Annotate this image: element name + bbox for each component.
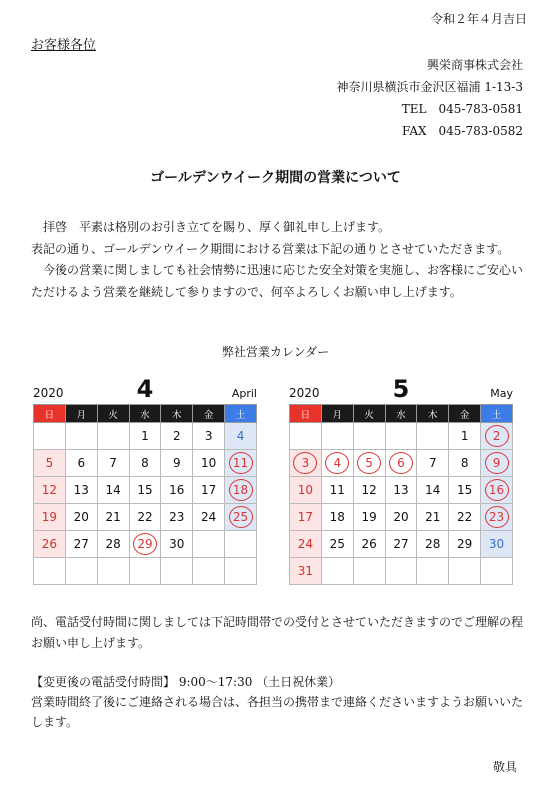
calendar-day [129,558,161,585]
phone-hours [31,672,527,732]
calendar-day: 11 [225,450,257,477]
calendar-day: 26 [353,531,385,558]
calendar-day: 6 [385,450,417,477]
note-text: 尚、電話受付時間に関しましては下記時間帯での受付とさせていただきますのでご理解の程お願い申し上げます。 [31,615,524,650]
body-paragraph-3: 今後の営業に関しましても社会情勢に迅速に応じた安全対策を実施し、お客様にご安心いただけるよう営業を継続して参りますので、何卒よろしくお願い申し上げます。 [31,263,524,299]
calendar-day: 30 [161,531,193,558]
calendar-day [385,423,417,450]
calendar-week [290,423,513,450]
calendar-week [34,450,257,477]
calendar-day: 25 [321,531,353,558]
calendar-day: 19 [353,504,385,531]
recipient: お客様各位 [31,38,97,53]
calendar-day: 26 [34,531,66,558]
calendar-day [97,558,129,585]
calendar-day: 10 [290,477,322,504]
calendar-day: 13 [65,477,97,504]
calendar-day: 17 [193,477,225,504]
calendar-day: 2 [161,423,193,450]
body-paragraph-1: 拝啓 平素は格別のお引き立てを賜り、厚く御礼申し上げます。 [31,220,391,234]
calendar-day: 24 [193,504,225,531]
calendar-day: 8 [129,450,161,477]
calendar-week [34,477,257,504]
calendar-day [193,558,225,585]
calendar-day: 9 [161,450,193,477]
weekday-header: 水 [129,405,161,423]
weekday-header: 金 [449,405,481,423]
calendar-title: 弊社営業カレンダー [221,345,330,359]
calendar-week [34,504,257,531]
calendar-day [353,558,385,585]
calendar-day: 3 [290,450,322,477]
calendar-day: 18 [321,504,353,531]
calendar-day [225,531,257,558]
calendar-day: 12 [353,477,385,504]
calendar-day [65,423,97,450]
calendar-day [481,558,513,585]
calendar-day [417,423,449,450]
calendar-grid [289,404,513,585]
weekday-header: 月 [321,405,353,423]
calendar-may [289,372,513,585]
calendar-day: 21 [97,504,129,531]
calendar-day [321,423,353,450]
weekday-header: 木 [161,405,193,423]
calendar-day: 28 [417,531,449,558]
document-date: 令和２年４月吉日 [430,12,527,26]
calendar-day: 22 [449,504,481,531]
calendar-day: 20 [385,504,417,531]
calendar-day: 23 [481,504,513,531]
weekday-header: 金 [193,405,225,423]
weekday-header: 土 [481,405,513,423]
calendar-day: 29 [129,531,161,558]
calendar-day [34,558,66,585]
calendar-day: 2 [481,423,513,450]
calendar-week [290,450,513,477]
calendar-day [353,423,385,450]
calendar-month-en: May [490,387,513,400]
sender-tel: TEL 045-783-0581 [401,102,523,116]
sender-fax: FAX 045-783-0582 [402,124,523,138]
calendar-day: 15 [129,477,161,504]
body-paragraph-2: 表記の通り、ゴールデンウイーク期間における営業は下記の通りとさせていただきます。 [31,241,510,256]
calendar-day: 22 [129,504,161,531]
calendar-day: 30 [481,531,513,558]
document-title: ゴールデンウイーク期間の営業について [150,170,401,186]
calendar-day [385,558,417,585]
calendar-day: 1 [449,423,481,450]
weekday-header: 火 [97,405,129,423]
sender-address: 神奈川県横浜市金沢区福浦 1-13-3 [336,80,523,94]
calendar-year: 2020 [33,386,64,400]
calendar-week [290,504,513,531]
calendar-day: 9 [481,450,513,477]
calendar-month: 4 [136,375,154,403]
calendar-day: 5 [34,450,66,477]
sender-block [337,54,523,142]
body-text [31,217,531,303]
calendar-day: 29 [449,531,481,558]
calendar-day: 3 [193,423,225,450]
calendar-day [193,531,225,558]
calendar-day: 19 [34,504,66,531]
calendar-day [225,558,257,585]
phone-hours-heading: 【変更後の電話受付時間】 9:00～17:30 （土日祝休業） [31,675,341,689]
calendar-day [417,558,449,585]
calendar-day: 6 [65,450,97,477]
calendar-day: 7 [97,450,129,477]
weekday-header: 日 [34,405,66,423]
calendar-day: 12 [34,477,66,504]
closing: 敬具 [492,760,517,774]
calendar-day: 23 [161,504,193,531]
calendar-day [290,423,322,450]
calendar-day [321,558,353,585]
sender-company: 興栄商事株式会社 [426,58,523,72]
calendar-day: 7 [417,450,449,477]
weekday-header: 日 [290,405,322,423]
weekday-header: 木 [417,405,449,423]
calendar-day: 13 [385,477,417,504]
calendar-day: 21 [417,504,449,531]
calendar-week [290,558,513,585]
calendar-day: 5 [353,450,385,477]
calendar-day: 20 [65,504,97,531]
calendar-day: 25 [225,504,257,531]
calendar-week [34,531,257,558]
calendar-week [34,558,257,585]
weekday-header: 土 [225,405,257,423]
calendar-grid [33,404,257,585]
calendar-day: 27 [385,531,417,558]
weekday-header: 月 [65,405,97,423]
calendar-day: 17 [290,504,322,531]
calendar-day: 15 [449,477,481,504]
calendar-april [33,372,257,585]
calendar-day [97,423,129,450]
calendar-week [290,531,513,558]
calendar-day: 31 [290,558,322,585]
calendar-day: 18 [225,477,257,504]
calendar-month-en: April [231,387,257,400]
calendar-day: 24 [290,531,322,558]
calendar-day [449,558,481,585]
calendar-day: 4 [321,450,353,477]
phone-hours-text: 営業時間終了後にご連絡される場合は、各担当の携帯まで連絡くださいますようお願いいたします。 [31,695,524,729]
calendar-day [34,423,66,450]
calendar-day: 14 [417,477,449,504]
calendar-month: 5 [392,375,410,403]
calendar-day: 27 [65,531,97,558]
weekday-header: 火 [353,405,385,423]
calendar-day: 1 [129,423,161,450]
calendar-day: 16 [161,477,193,504]
calendar-year: 2020 [289,386,320,400]
calendar-day: 4 [225,423,257,450]
calendar-day: 10 [193,450,225,477]
calendar-day: 8 [449,450,481,477]
calendar-day [161,558,193,585]
calendar-day: 14 [97,477,129,504]
calendar-day: 28 [97,531,129,558]
calendar-week [34,423,257,450]
calendar-week [290,477,513,504]
calendar-day: 11 [321,477,353,504]
calendar-day: 16 [481,477,513,504]
weekday-header: 水 [385,405,417,423]
calendar-day [65,558,97,585]
